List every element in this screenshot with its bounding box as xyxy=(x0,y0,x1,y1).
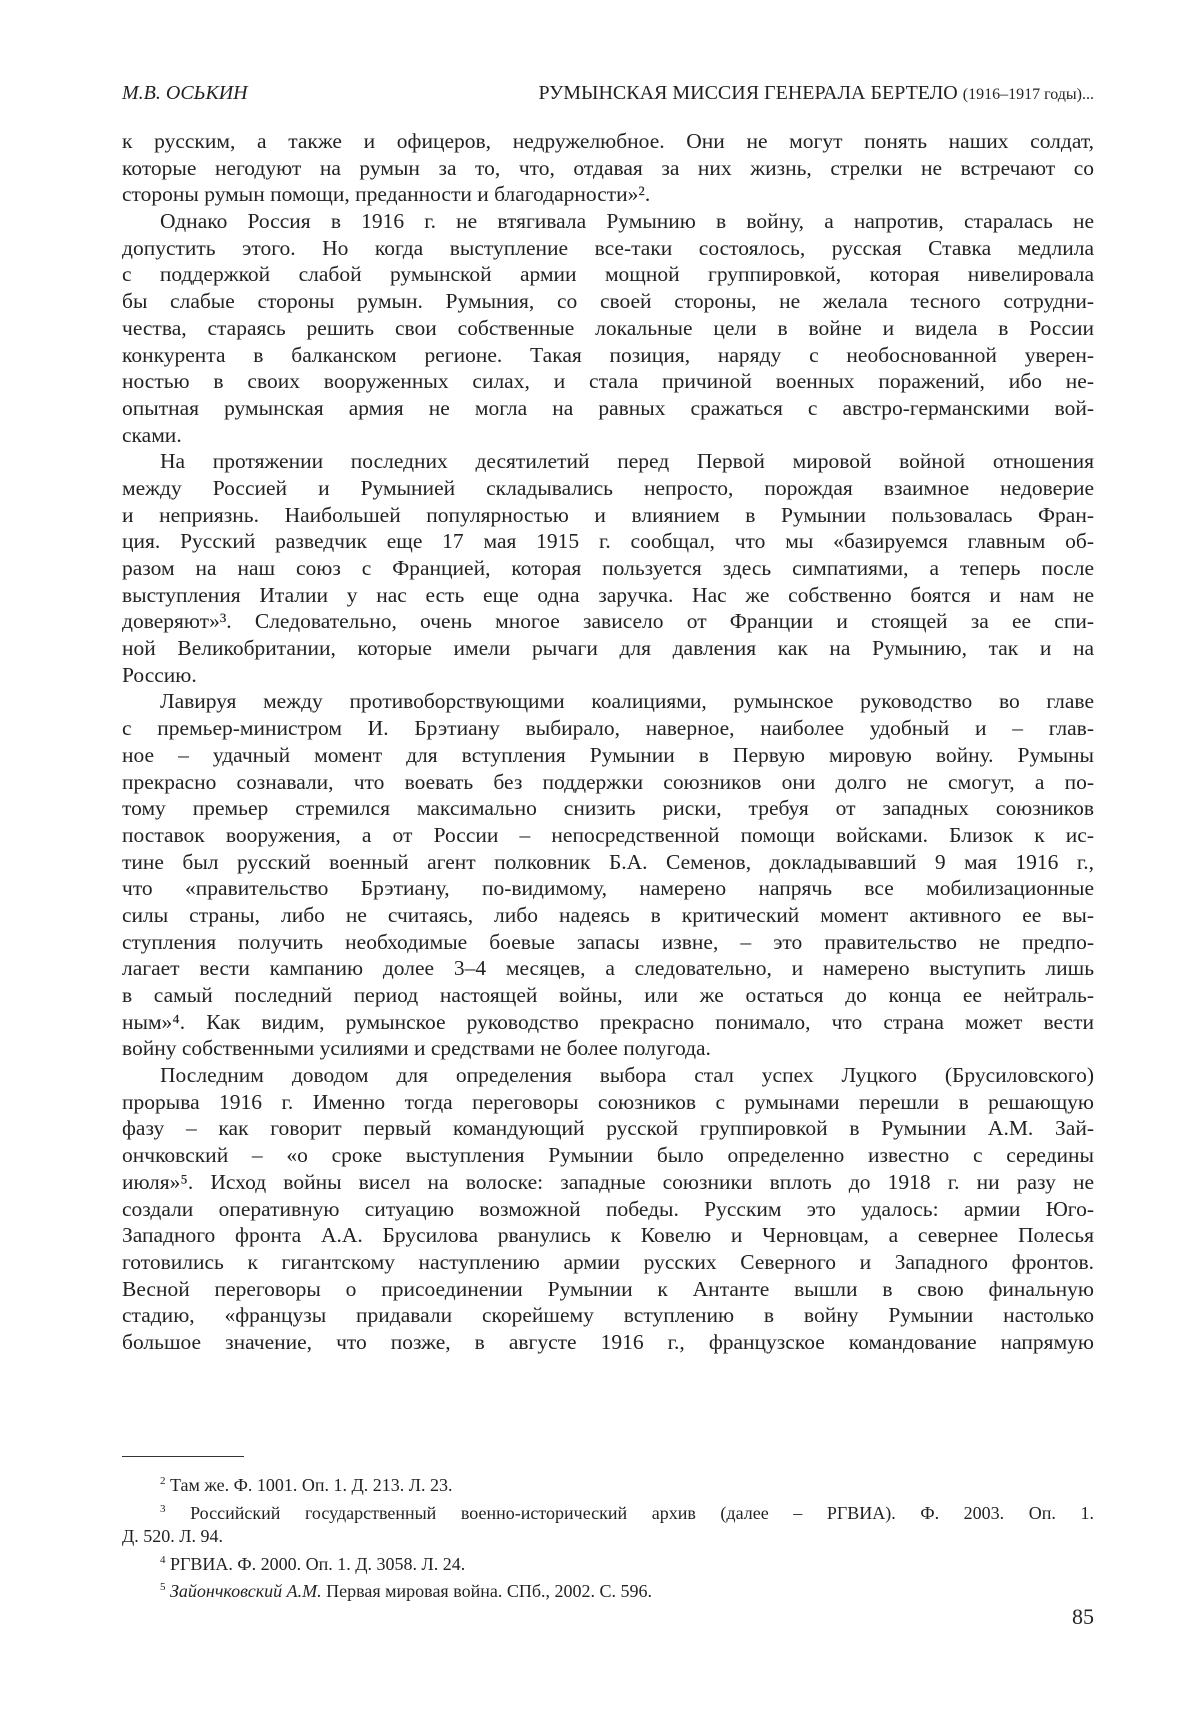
text-line: допустить этого. Но когда выступление все-таки состоялось, русская Ставка медлила xyxy=(122,235,1094,262)
footnote-text: Российский государственный военно-исторический архив (далее – РГВИА). Ф. 2003. Оп. 1. xyxy=(190,1503,1094,1523)
text-line: бы слабые стороны румын. Румыния, со своей стороны, не желала тесного сотрудни- xyxy=(122,288,1094,315)
running-header xyxy=(122,82,1094,110)
text-line: сками. xyxy=(122,422,1094,449)
text-line: выступления Италии у нас есть еще одна заручка. Нас же собственно боятся и нам не xyxy=(122,582,1094,609)
text-line: разом на наш союз с Францией, которая пользуется здесь симпатиями, а теперь после xyxy=(122,555,1094,582)
footnote-author: Зайончковский А.М. xyxy=(170,1581,322,1601)
text-line: ностью в своих вооруженных силах, и стала причиной военных поражений, ибо не- xyxy=(122,368,1094,395)
text-line: ончковский – «о сроке выступления Румынии было определенно известно с середины xyxy=(122,1142,1094,1169)
text-line: Западного фронта А.А. Брусилова рванулись к Ковелю и Черновцам, а севернее Полесья xyxy=(122,1222,1094,1249)
text-line: создали оперативную ситуацию возможной победы. Русским это удалось: армии Юго- xyxy=(122,1196,1094,1223)
footnote xyxy=(122,1498,1094,1549)
footnotes xyxy=(122,1470,1094,1604)
text-line: что «правительство Брэтиану, по-видимому, намерено напрячь все мобилизационные xyxy=(122,875,1094,902)
header-title-main: РУМЫНСКАЯ МИССИЯ ГЕНЕРАЛА БЕРТЕЛО xyxy=(538,82,957,104)
text-line: Весной переговоры о присоединении Румынии к Антанте вышли в свою финальную xyxy=(122,1276,1094,1303)
text-line: На протяжении последних десятилетий перед Первой мировой войной отношения xyxy=(122,448,1094,475)
footnote-mark: 5 xyxy=(160,1581,166,1593)
page-number: 85 xyxy=(1072,1604,1094,1630)
paragraph xyxy=(122,688,1094,1062)
text-line: чества, стараясь решить свои собственные локальные цели в войне и видела в России xyxy=(122,315,1094,342)
text-line: Последним доводом для определения выбора стал успех Луцкого (Брусиловского) xyxy=(122,1062,1094,1089)
paragraph xyxy=(122,1062,1094,1356)
text-line: конкурента в балканском регионе. Такая позиция, наряду с необоснованной уверен- xyxy=(122,342,1094,369)
footnote-text: Там же. Ф. 1001. Оп. 1. Д. 213. Л. 23. xyxy=(170,1475,452,1495)
text-line: ступления получить необходимые боевые запасы извне, – это правительство не предпо- xyxy=(122,929,1094,956)
text-line: к русским, а также и офицеров, недружелюбное. Они не могут понять наших солдат, xyxy=(122,128,1094,155)
text-line: с поддержкой слабой румынской армии мощной группировкой, которая нивелировала xyxy=(122,261,1094,288)
footnote-divider xyxy=(122,1456,244,1457)
footnote xyxy=(122,1549,1094,1577)
text-line: июля»⁵. Исход войны висел на волоске: западные союзники вплоть до 1918 г. ни разу не xyxy=(122,1169,1094,1196)
text-line: лагает вести кампанию долее 3–4 месяцев, а следовательно, и намерено выступить лишь xyxy=(122,955,1094,982)
footnote-text: Первая мировая война. СПб., 2002. С. 596. xyxy=(326,1581,652,1601)
footnote-mark: 2 xyxy=(160,1475,166,1487)
text-line: Лавируя между противоборствующими коалициями, румынское руководство во главе xyxy=(122,688,1094,715)
header-title xyxy=(538,82,1094,105)
footnote-line xyxy=(122,1498,1094,1526)
header-title-suffix: (1916–1917 годы)... xyxy=(963,86,1094,103)
footnote xyxy=(122,1470,1094,1498)
footnote-text: РГВИА. Ф. 2000. Оп. 1. Д. 3058. Л. 24. xyxy=(170,1554,465,1574)
text-line: поставок вооружения, а от России – непосредственной помощи войсками. Близок к ис- xyxy=(122,822,1094,849)
footnote-line xyxy=(122,1470,1094,1498)
footnote-text: Д. 520. Л. 94. xyxy=(122,1526,223,1546)
footnote-mark: 3 xyxy=(160,1503,166,1515)
text-line: ция. Русский разведчик еще 17 мая 1915 г. сообщал, что мы «базируемся главным об- xyxy=(122,528,1094,555)
footnote-line xyxy=(122,1525,1094,1549)
text-line: в самый последний период настоящей войны, или же остаться до конца ее нейтраль- xyxy=(122,982,1094,1009)
text-line: которые негодуют на румын за то, что, отдавая за них жизнь, стрелки не встречают со xyxy=(122,155,1094,182)
footnote xyxy=(122,1576,1094,1604)
footnote-line xyxy=(122,1549,1094,1577)
text-line: ным»⁴. Как видим, румынское руководство прекрасно понимало, что страна может вести xyxy=(122,1009,1094,1036)
text-line: ное – удачный момент для вступления Румынии в Первую мировую войну. Румыны xyxy=(122,742,1094,769)
text-line: опытная румынская армия не могла на равных сражаться с австро-германскими вой- xyxy=(122,395,1094,422)
text-line: тому премьер стремился максимально снизить риски, требуя от западных союзников xyxy=(122,795,1094,822)
text-line: Россию. xyxy=(122,662,1094,689)
paragraph xyxy=(122,448,1094,688)
text-line: и неприязнь. Наибольшей популярностью и влиянием в Румынии пользовалась Фран- xyxy=(122,502,1094,529)
text-line: Однако Россия в 1916 г. не втягивала Румынию в войну, а напротив, старалась не xyxy=(122,208,1094,235)
footnote-mark: 4 xyxy=(160,1554,166,1566)
header-author: М.В. ОСЬКИН xyxy=(122,82,248,105)
footnote-line xyxy=(122,1576,1094,1604)
text-line: тине был русский военный агент полковник Б.А. Семенов, докладывавший 9 мая 1916 г., xyxy=(122,849,1094,876)
text-line: стороны румын помощи, преданности и благодарности»². xyxy=(122,181,1094,208)
text-line: стадию, «французы придавали скорейшему вступлению в войну Румынии настолько xyxy=(122,1302,1094,1329)
paragraph xyxy=(122,208,1094,448)
body-text xyxy=(122,128,1094,1356)
text-line: прекрасно сознавали, что воевать без поддержки союзников они долго не смогут, а по- xyxy=(122,769,1094,796)
text-line: с премьер-министром И. Брэтиану выбирало, наверное, наиболее удобный и – глав- xyxy=(122,715,1094,742)
text-line: прорыва 1916 г. Именно тогда переговоры союзников с румынами перешли в решающую xyxy=(122,1089,1094,1116)
text-line: фазу – как говорит первый командующий русской группировкой в Румынии А.М. Зай- xyxy=(122,1115,1094,1142)
text-line: между Россией и Румынией складывались непросто, порождая взаимное недоверие xyxy=(122,475,1094,502)
text-line: доверяют»³. Следовательно, очень многое зависело от Франции и стоящей за ее спи- xyxy=(122,608,1094,635)
text-line: ной Великобритании, которые имели рычаги для давления как на Румынию, так и на xyxy=(122,635,1094,662)
text-line: силы страны, либо не считаясь, либо надеясь в критический момент активного ее вы- xyxy=(122,902,1094,929)
text-line: большое значение, что позже, в августе 1916 г., французское командование напрямую xyxy=(122,1329,1094,1356)
paragraph xyxy=(122,128,1094,208)
text-line: готовились к гигантскому наступлению армии русских Северного и Западного фронтов. xyxy=(122,1249,1094,1276)
text-line: войну собственными усилиями и средствами не более полугода. xyxy=(122,1035,1094,1062)
